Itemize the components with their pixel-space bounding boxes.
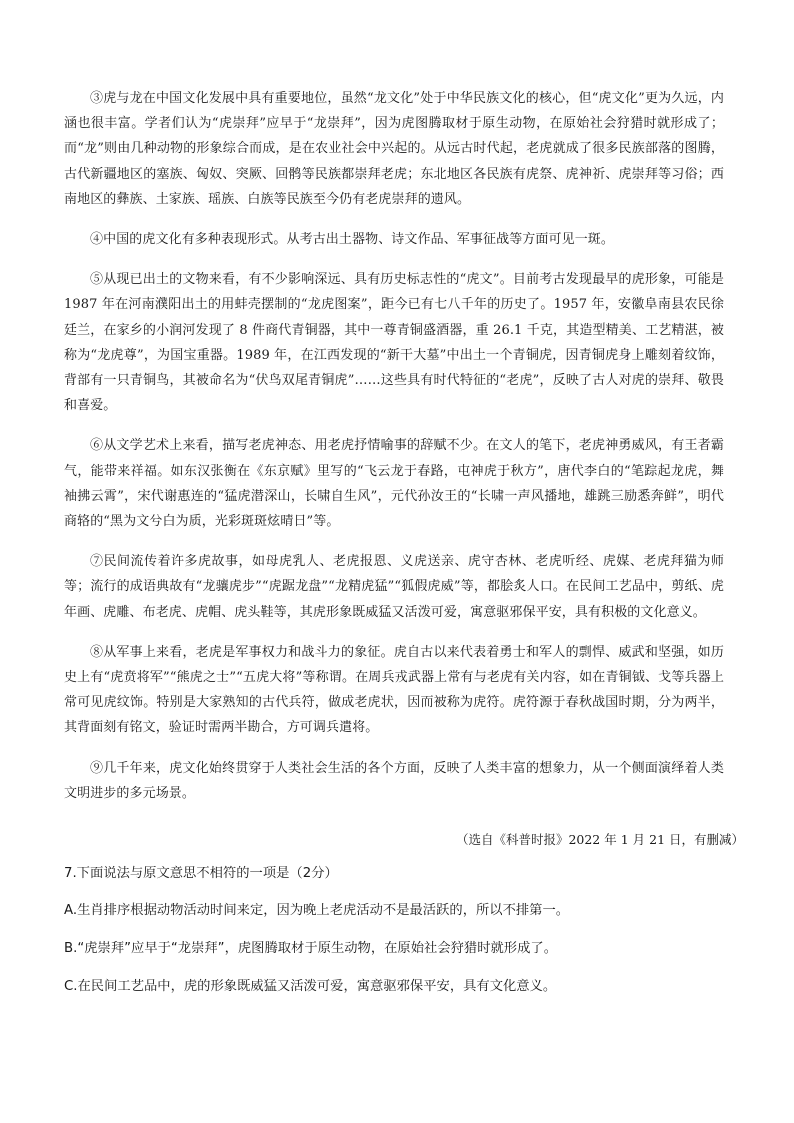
option-b: B.“虎崇拜”应早于“龙崇拜”，虎图腾取材于原生动物，在原始社会狩猎时就形成了。 bbox=[64, 941, 557, 956]
article-source-citation: （选自《科普时报》2022 年 1 月 21 日，有删减） bbox=[455, 832, 744, 847]
paragraph-8: ⑧从军事上来看，老虎是军事权力和战斗力的象征。虎自古以来代表着勇士和军人的剽悍、威武和坚强，如历史上有“虎贲将军”“熊虎之士”“五虎大将”等称谓。在周兵戎武器上常有与老虎有关内容，如在青铜钺、戈等兵器上常可见虎纹饰。特别是大家熟知的古代兵符，做成老虎状，因而被称为虎符。虎符源于春秋战国时期，分为两半，其背面刻有铭文，验证时需两半勘合，方可调兵遣将。 bbox=[64, 644, 724, 736]
article-body bbox=[64, 86, 724, 821]
question-block bbox=[64, 864, 744, 1015]
paragraph-9: ⑨几千年来，虎文化始终贯穿于人类社会生活的各个方面，反映了人类丰富的想象力，从一个侧面演绎着人类文明进步的多元场景。 bbox=[64, 760, 724, 801]
question-stem: 7.下面说法与原文意思不相符的一项是（2分） bbox=[64, 866, 338, 881]
paragraph-4: ④中国的虎文化有多种表现形式。从考古出土器物、诗文作品、军事征战等方面可见一斑。 bbox=[90, 232, 615, 248]
paragraph-5: ⑤从现已出土的文物来看，有不少影响深远、具有历史标志性的“虎文”。目前考古发现最早的虎形象，可能是 1987 年在河南濮阳出土的用蚌壳摆制的“龙虎图案”，距今已有七八千年的历史了。1957 年，安徽阜南县农民徐廷兰，在家乡的小润河发现了 8 件商代青铜器，其中一尊青铜盛酒器，重 26.1 千克，其造型精美、工艺精湛，被称为“龙虎尊”，为国宝重器。1989 年，在江西发现的“新干大墓”中出土一个青铜虎，因青铜虎身上雕刻着纹饰，背部有一只青铜鸟，其被命名为“伏鸟双尾青铜虎”……这些具有时代特征的“老虎”，反映了古人对虎的崇拜、敬畏和喜爱。 bbox=[64, 272, 724, 414]
option-a: A.生肖排序根据动物活动时间来定，因为晚上老虎活动不是最活跃的，所以不排第一。 bbox=[64, 903, 570, 918]
paragraph-7: ⑦民间流传着许多虎故事，如母虎乳人、老虎报恩、义虎送亲、虎守杏林、老虎听经、虎媒、老虎拜猫为师等；流行的成语典故有“龙骧虎步”“虎踞龙盘”“龙精虎猛”“狐假虎威”等，都脍炙人口。在民间工艺品中，剪纸、虎年画、虎雕、布老虎、虎帽、虎头鞋等，其虎形象既威猛又活泼可爱，寓意驱邪保平安，具有积极的文化意义。 bbox=[64, 554, 724, 620]
paragraph-3: ③虎与龙在中国文化发展中具有重要地位，虽然“龙文化”处于中华民族文化的核心，但“虎文化”更为久远，内涵也很丰富。学者们认为“虎崇拜”应早于“龙崇拜”，因为虎图腾取材于原生动物，在原始社会狩猎时就形成了；而“龙”则由几种动物的形象综合而成，是在农业社会中兴起的。从远古时代起，老虎就成了很多民族部落的图腾，古代新疆地区的塞族、匈奴、突厥、回鹘等民族都崇拜老虎；东北地区各民族有虎祭、虎神祈、虎崇拜等习俗；西南地区的彝族、土家族、瑶族、白族等民族至今仍有老虎崇拜的遗风。 bbox=[64, 91, 724, 207]
option-c: C.在民间工艺品中，虎的形象既威猛又活泼可爱，寓意驱邪保平安，具有文化意义。 bbox=[64, 979, 557, 994]
paragraph-6: ⑥从文学艺术上来看，描写老虎神态、用老虎抒情喻事的辞赋不少。在文人的笔下，老虎神勇威风，有王者霸气，能带来祥福。如东汉张衡在《东京赋》里写的“飞云龙于春路，屯神虎于秋方”，唐代李白的“笔踪起龙虎，舞袖拂云霄”，宋代谢惠连的“猛虎潜深山，长啸自生风”，元代孙汝王的“长啸一声风播地，雄跳三励悉奔鲜”，明代商辂的“黑为文兮白为质，光彩斑斑炫晴日”等。 bbox=[64, 438, 724, 530]
